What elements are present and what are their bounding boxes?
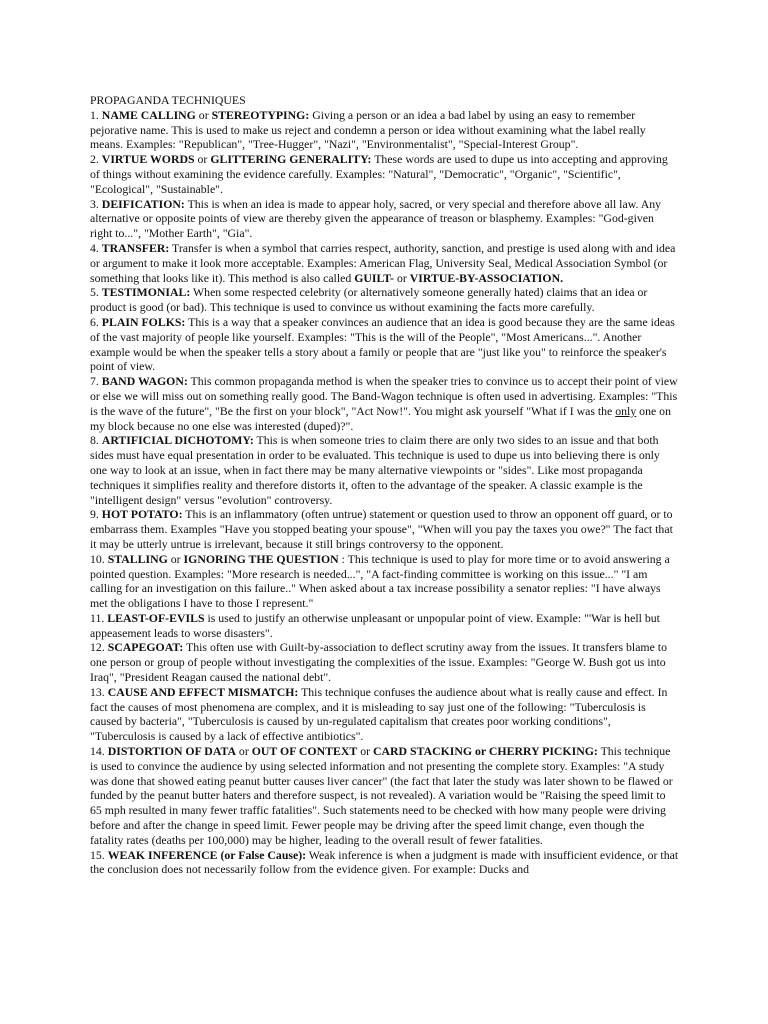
technique-item — [90, 433, 679, 507]
body-text: 14. — [90, 744, 108, 759]
technique-term: CARD STACKING or CHERRY PICKING: — [373, 744, 598, 759]
body-text: 13. — [90, 684, 108, 699]
technique-item — [90, 152, 679, 196]
body-text: Transfer is when a symbol that carries respect, authority, sanction, and prestige is used along with and idea or argument to make it look more acceptable. Examples: American Flag, University Seal, Medical Association Symbol (or something that looks like it). This method is also called — [90, 240, 676, 285]
body-text: This technique confuses the audience about what is really cause and effect. In fact the causes of most phenomena are complex, and it is misleading to say just one of the following: "Tuberculosis is caused by bacteria", "Tuberculosis is caused by un-regulated capitalism that creates poor working conditions", "Tuberculosis is caused by a lack of effective antibiotics". — [90, 684, 668, 744]
technique-term: IGNORING THE QUESTION — [183, 551, 339, 566]
technique-term: CAUSE AND EFFECT MISMATCH: — [107, 684, 299, 699]
technique-term: TESTIMONIAL: — [101, 285, 191, 300]
technique-item — [90, 611, 679, 641]
technique-term: VIRTUE WORDS — [101, 152, 195, 167]
technique-term: TRANSFER: — [101, 240, 170, 255]
body-text: or — [235, 744, 252, 759]
body-text: or — [394, 270, 410, 285]
body-text: or — [357, 744, 373, 759]
document-title: PROPAGANDA TECHNIQUES — [90, 93, 246, 107]
body-text: 11. — [90, 610, 108, 625]
technique-item — [90, 374, 679, 433]
technique-term: SCAPEGOAT: — [107, 640, 184, 655]
body-text: 12. — [90, 640, 108, 655]
body-text: is used to justify an otherwise unpleasant or unpopular point of view. Example: "'War is hell but appeasement leads to worse disasters". — [90, 610, 660, 640]
technique-item — [90, 241, 679, 285]
body-text: 10. — [90, 551, 108, 566]
technique-item — [90, 108, 679, 152]
technique-list — [90, 108, 679, 877]
technique-item — [90, 285, 679, 315]
body-text: This is when someone tries to claim there are only two sides to an issue and that both sides must have equal presentation in order to be evaluated. This technique is used to dupe us into believing there is only one way to look at an issue, when in fact there may be many alternative viewpoints or "sides". Like most propaganda techniques it simplifies reality and therefore distorts it, often to the advantage of the speaker. A classic example is the "intelligent design" versus "evolution" controversy. — [90, 433, 660, 507]
technique-term: LEAST-OF-EVILS — [107, 610, 205, 625]
technique-term: NAME CALLING — [101, 107, 196, 122]
body-text: 9. — [90, 507, 102, 522]
body-text: 3. — [90, 196, 102, 211]
technique-term: BAND WAGON: — [101, 374, 188, 389]
body-text: This is an inflammatory (often untrue) statement or question used to throw an opponent off guard, or to embarrass them. Examples "Have you stopped beating your spouse", "When will you pay the taxes you owe?" The fact that it may be utterly untrue is irrelevant, because it still brings controversy to the opponent. — [90, 507, 673, 551]
body-text: or — [167, 551, 184, 566]
document-body — [90, 93, 679, 877]
body-text: one on my block because no one else was interested (duped)?". — [90, 403, 671, 433]
body-text: or — [194, 152, 211, 167]
technique-term: PLAIN FOLKS: — [101, 314, 186, 329]
technique-term: STEREOTYPING: — [211, 107, 310, 122]
technique-term: STALLING — [107, 551, 168, 566]
technique-term: VIRTUE-BY-ASSOCIATION. — [409, 270, 564, 285]
body-text: 8. — [90, 433, 102, 448]
body-text: This often use with Guilt-by-association to deflect scrutiny away from the issues. It transfers blame to one person or group of people without investigating the complexities of the issue. Examples: "George W. Bush got us into Iraq", "President Reagan caused the national debt". — [90, 640, 667, 685]
technique-term: HOT POTATO: — [101, 507, 183, 522]
technique-item — [90, 640, 679, 684]
technique-item — [90, 552, 679, 611]
body-text: This common propaganda method is when the speaker tries to convince us to accept their point of view or else we will miss out on something really good. The Band-Wagon technique is often used in advertising. Examples: "This is the wave of the future", "Be the first on your block", "Act Now!". You might ask yourself "What if I was the — [90, 374, 678, 418]
body-text: 5. — [90, 285, 102, 300]
body-text: When some respected celebrity (or alternatively someone generally hated) claims that an idea or product is good (or bad). This technique is used to convince us without examining the facts more carefully. — [90, 285, 648, 315]
body-text: 6. — [90, 314, 102, 329]
technique-item — [90, 197, 679, 241]
body-text: This is a way that a speaker convinces an audience that an idea is good because they are the same ideas of the vast majority of people like yourself. Examples: "This is the will of the People", "Most Americans...". Another example would be when the speaker tells a story about a family or people that are "just like you" to reinforce the speaker's point of view. — [90, 314, 675, 374]
emphasized-word: only — [615, 403, 637, 418]
body-text: or — [195, 107, 212, 122]
technique-term: GLITTERING GENERALITY: — [210, 152, 372, 167]
technique-term: DISTORTION OF DATA — [107, 744, 236, 759]
technique-item — [90, 848, 679, 878]
technique-item — [90, 685, 679, 744]
technique-term: GUILT- — [354, 270, 394, 285]
body-text: This technique is used to convince the audience by using selected information and not presenting the complete story. Examples: "A study was done that showed eating peanut butter causes liver cancer" (the fact that later the study was later shown to be flawed or funded by the peanut butter haters and therefore suspect, is not revealed). A variation would be "Raising the speed limit to 65 mph resulted in many fewer traffic fatalities". Such statements need to be checked with how many people were driving before and after the change in speed limit. Fewer people may be driving after the speed limit change, even though the fatality rates (deaths per 100,000) may be higher, leading to the overall result of fewer fatalities. — [90, 744, 673, 847]
body-text: 2. — [90, 152, 102, 167]
technique-item — [90, 315, 679, 374]
body-text: 15. — [90, 847, 108, 862]
body-text: Weak inference is when a judgment is made with insufficient evidence, or that the conclusion does not necessarily follow from the evidence given. For example: Ducks and — [90, 847, 679, 877]
body-text: Giving a person or an idea a bad label by using an easy to remember pejorative name. This is used to make us reject and condemn a person or idea without examining what the label really means. Examples: "Republican", "Tree-Hugger", "Nazi", "Environmentalist", "Special-Interest Group". — [90, 107, 646, 152]
body-text: 4. — [90, 240, 102, 255]
body-text: 1. — [90, 107, 102, 122]
body-text: 7. — [90, 374, 102, 389]
technique-item — [90, 507, 679, 551]
body-text: : This technique is used to play for more time or to avoid answering a pointed question. Examples: "More research is needed...", "A fact-finding committee is working on this issue..." "I am calling for an investigation on this failure.." When asked about a tax increase possibility a senator replies: "I have always met the obligations I have to those I represent." — [90, 551, 670, 611]
body-text: These words are used to dupe us into accepting and approving of things without examining the evidence carefully. Examples: "Natural", "Democratic", "Organic", "Scientific", "Ecological", "Sustainable". — [90, 152, 668, 196]
body-text: This is when an idea is made to appear holy, sacred, or very special and therefore above all law. Any alternative or opposite points of view are thereby given the appearance of treason or blasphemy. Examples: "God-given right to...", "Mother Earth", "Gia". — [90, 196, 662, 241]
technique-term: DEIFICATION: — [101, 196, 185, 211]
technique-term: WEAK INFERENCE (or False Cause): — [107, 847, 307, 862]
technique-term: OUT OF CONTEXT — [251, 744, 358, 759]
technique-term: ARTIFICIAL DICHOTOMY: — [101, 433, 254, 448]
technique-item — [90, 744, 679, 848]
